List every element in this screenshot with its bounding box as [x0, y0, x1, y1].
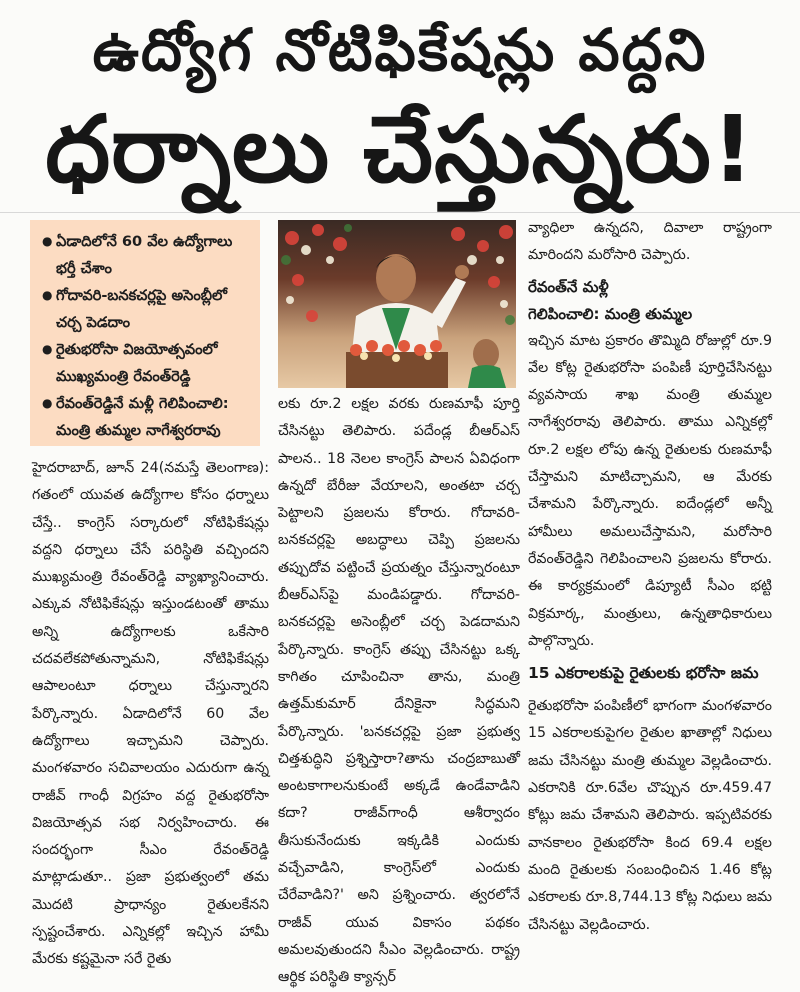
- bullet-icon: ●: [42, 342, 53, 356]
- highlight-item: [42, 282, 254, 336]
- article-paragraph: ఇచ్చిన మాట ప్రకారం తొమ్మిది రోజుల్లో రూ.9 వేల కోట్ల రైతుభరోసా పంపిణీ పూర్తిచేసినట్టు వ్యవసాయ శాఖ మంత్రి తుమ్మల నాగేశ్వరరావు తెలిపారు. తాము ఎన్నికల్లో రూ.2 లక్షల లోపు ఉన్న రైతులకు రుణమాఫీ చేస్తామని మాటిచ్చామని, ఆ మేరకు చేశామని పేర్కొన్నారు. ఐదేండ్లలో అన్నీ హామీలు అమలుచేస్తామని, మరోసారి రేవంత్‌రెడ్డిని గెలిపించాలని ప్రజలను కోరారు. ఈ కార్యక్రమంలో డిప్యూటీ సీఎం భట్టి విక్రమార్క, మంత్రులు, ఉన్నతాధికారులు పాల్గొన్నారు.: [528, 332, 772, 649]
- subheading: [528, 274, 772, 328]
- highlight-text: రైతుభరోసా విజయోత్సవంలో ముఖ్యమంత్రి రేవంత్‌రెడ్డి: [56, 341, 218, 385]
- highlight-item: [42, 228, 254, 282]
- headline-line-2: ధర్నాలు చేస్తున్నరు!: [45, 96, 755, 203]
- subheading-line: రేవంత్‌నే మళ్లీ: [528, 277, 609, 296]
- highlight-text: గోదావరి-బనకచర్లపై అసెంబ్లీలో చర్చ పెడదాం: [56, 287, 228, 331]
- highlight-text: రేవంత్‌రెడ్డినే మళ్లీ గెలిపించాలి: మంత్రి తుమ్మల నాగేశ్వరరావు: [56, 395, 229, 439]
- highlight-item: [42, 336, 254, 390]
- article-column-3: [528, 215, 772, 939]
- highlight-item: [42, 390, 254, 444]
- headline-line-1: ఉద్యోగ నోటిఫికేషన్లు వద్దని: [92, 16, 708, 84]
- subheading-line: గెలిపించాలి: మంత్రి తుమ్మల: [528, 304, 693, 323]
- headline: [0, 0, 800, 213]
- article-column-2: [278, 391, 520, 992]
- article-paragraph: హైదరాబాద్, జూన్ 24(నమస్తే తెలంగాణ): గతంలో యువత ఉద్యోగాల కోసం ధర్నాలు చేస్తే.. కాంగ్రెస్ సర్కారులో నోటిఫికేషన్లు వద్దని ధర్నాలు చేసే పరిస్థితి వచ్చిందని ముఖ్యమంత్రి రేవంత్‌రెడ్డి వ్యాఖ్యానించారు. ఎక్కువ నోటిఫికేషన్లు ఇస్తుండటంతో తాము అన్ని ఉద్యోగాలకు ఒకేసారి చదవలేకపోతున్నామని, నోటిఫికేషన్లు ఆపాలంటూ ధర్నాలు చేస్తున్నారని పేర్కొన్నారు. ఏడాదిలోనే 60 వేల ఉద్యోగాలు ఇచ్చామని చెప్పారు. మంగళవారం సచివాలయం ఎదురుగా ఉన్న రాజీవ్ గాంధీ విగ్రహం వద్ద రైతుభరోసా విజయోత్సవ సభ నిర్వహించారు. ఈ సందర్భంగా సీఎం రేవంత్‌రెడ్డి మాట్లాడుతూ.. ప్రజా ప్రభుత్వంలో తమ మొదటి ప్రాధాన్యం రైతులకేనని స్పష్టంచేశారు. ఎన్నికల్లో ఇచ్చిన హామీ మేరకు కష్టమైనా సరే రైతు: [32, 460, 269, 968]
- speaker-illustration: [278, 220, 516, 388]
- subheading: 15 ఎకరాలకుపై రైతులకు భరోసా జమ: [528, 664, 759, 683]
- article-paragraph: వ్యాధిలా ఉన్నదని, దివాలా రాష్ట్రంగా మారిందని మరోసారి చెప్పారు.: [528, 220, 772, 264]
- article-paragraph: లకు రూ.2 లక్షల వరకు రుణమాఫీ పూర్తి చేసినట్టు తెలిపారు. పదేండ్ల బీఆర్‌ఎస్ పాలన.. 18 నెలల కాంగ్రెస్ పాలన ఏవిధంగా ఉన్నదో బేరీజు వేయాలని, అంతటా చర్చ పెట్టాలని ప్రజలను కోరారు. గోదావరి-బనకచర్లపై అబద్ధాలు చెప్పి ప్రజలను తప్పుదోవ పట్టించే ప్రయత్నం చేస్తున్నారంటూ బీఆర్‌ఎస్‌పై మండిపడ్డారు. గోదావరి-బనకచర్లపై అసెంబ్లీలో చర్చ పెడదామని పేర్కొన్నారు. కాంగ్రెస్ తప్పు చేసినట్టు ఒక్క కాగితం చూపించినా తాను, మంత్రి ఉత్తమ్‌కుమార్ దేనికైనా సిద్ధమని పేర్కొన్నారు. 'బనకచర్లపై ప్రజా ప్రభుత్వ చిత్తశుద్ధిని ప్రశ్నిస్తారా?తాను చంద్రబాబుతో అంటకాగాలనుకుంటే అక్కడే ఉండేవాడిని కదా? రాజీవ్‌గాంధీ ఆశీర్వాదం తీసుకునేందుకు ఇక్కడికి ఎందుకు వచ్చేవాడిని, కాంగ్రెస్‌లో ఎందుకు చేరేవాడిని?' అని ప్రశ్నించారు. త్వరలోనే రాజీవ్ యువ వికాసం పథకం అమలవుతుందని సీఎం వెల్లడించారు. రాష్ట్ర ఆర్థిక పరిస్థితి క్యాన్సర్: [278, 396, 520, 986]
- news-photo: [278, 220, 516, 388]
- highlight-text: ఏడాదిలోనే 60 వేల ఉద్యోగాలు భర్తీ చేశాం: [56, 233, 233, 277]
- bullet-icon: ●: [42, 288, 53, 302]
- bullet-icon: ●: [42, 234, 53, 248]
- bullet-icon: ●: [42, 396, 53, 410]
- highlights-box: [30, 220, 260, 446]
- article-column-1: [32, 455, 269, 974]
- article-paragraph: రైతుభరోసా పంపిణీలో భాగంగా మంగళవారం 15 ఎకరాలకుపైగల రైతుల ఖాతాల్లో నిధులు జమ చేసినట్టు మంత్రి తుమ్మల వెల్లడించారు. ఎకరానికి రూ.6వేల చొప్పున రూ.459.47 కోట్లు జమ చేశామని తెలిపారు. ఇప్పటివరకు వానకాలం రైతుభరోసా కింద 69.4 లక్షల మంది రైతులకు సంబంధించిన 1.46 కోట్ల ఎకరాలకు రూ.8,744.13 కోట్ల నిధులు జమ చేసినట్టు వెల్లడించారు.: [528, 698, 772, 933]
